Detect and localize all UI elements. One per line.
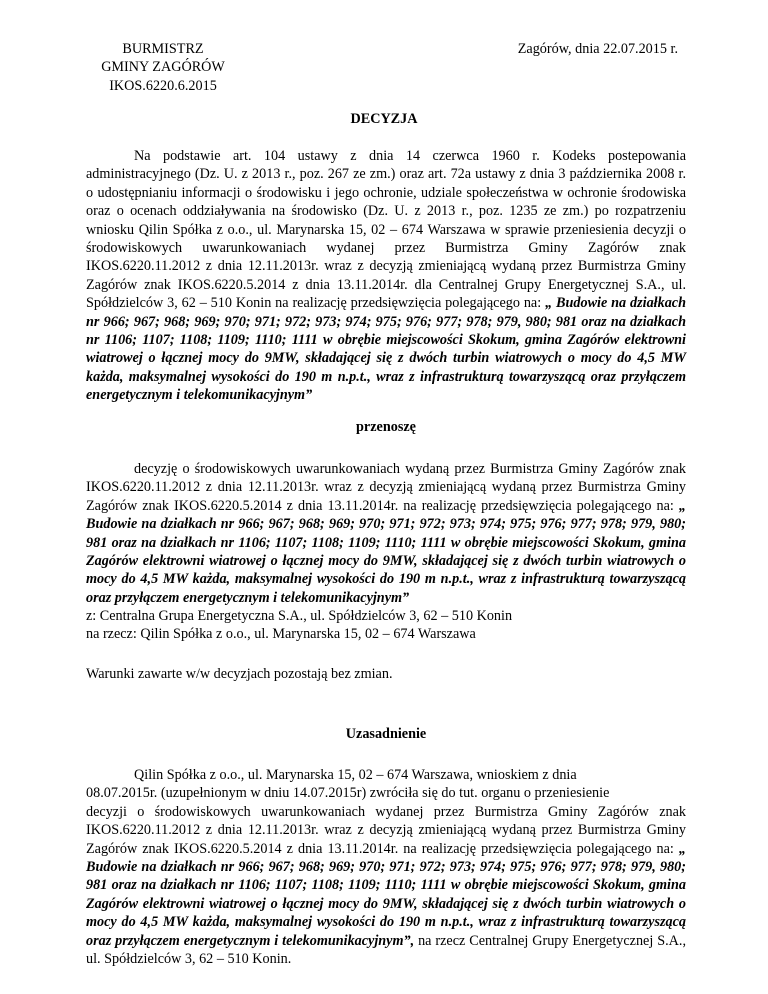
justification-text: decyzji o środowiskowych uwarunkowaniach wydanej przez Burmistrza Gminy Zagórów znak IKOS.6220.11.2012 z dnia 12.11.2013r. wraz z decyzją zmieniającą wydaną przez Burmistrza Gminy Zagórów znak IKOS.6220.5.2014 z dnia 13.11.2014r. na realizację przedsięwzięcia polegającego na: (86, 803, 686, 857)
project-description: „ Budowie na działkach nr 966; 967; 968; 969; 970; 971; 972; 973; 974; 975; 976; 977; 978; 979, 980; 981 oraz na działkach nr 1106; 1107; 1108; 1109; 1110; 1111 w obrębie miejscowości Skokum, gmina Zagórów elektrowni wiatrowej o łącznej mocy do 9MW, składającej się z dwóch turbin wiatrowych o mocy do 4,5 MW każda, maksymalnej wysokości do 190 m n.p.t., wraz z infrastrukturą towarzyszącą oraz przyłączem energetycznym i telekomunikacyjnym” (86, 295, 686, 404)
issuer-block (78, 40, 248, 95)
section-heading-przenosze: przenoszę (356, 419, 416, 435)
from-party: z: Centralna Grupa Energetyczna S.A., ul. Spółdzielców 3, 62 – 510 Konin (86, 608, 513, 624)
justification-tail: na rzecz Centralnej Grupy Energetycznej S.A., ul. Spółdzielców 3, 62 – 510 Konin. (86, 932, 686, 968)
justification-line-1: Qilin Spółka z o.o., ul. Marynarska 15, 02 – 674 Warszawa, wnioskiem z dnia (134, 767, 577, 783)
justification-line-2: 08.07.2015r. (uzupełnionym w dniu 14.07.2015r) zwróciła się do tut. organu o przeniesienie (86, 785, 610, 802)
justification-paragraph (86, 766, 686, 968)
transfer-paragraph (86, 460, 686, 607)
section-heading-uzasadnienie: Uzasadnienie (345, 726, 427, 742)
case-number: IKOS.6220.6.2015 (109, 77, 217, 94)
legal-basis-text: Na podstawie art. 104 ustawy z dnia 14 czerwca 1960 r. Kodeks postepowania administracyjnego (Dz. U. z 2013 r., poz. 267 ze zm.) oraz art. 72a ustawy z dnia 3 października 2008 r. o udostępnianiu informacji o środowisku i jego ochronie, udziale społeczeństwa w ochronie środowiska oraz o ocenach oddziaływania na środowisko (Dz. U. z 2013 r., poz. 1235 ze zm.) po rozpatrzeniu wniosku Qilin Spółka z o.o., ul. Marynarska 15, 02 – 674 Warszawa w sprawie przeniesienia decyzji o środowiskowych uwarunkowaniach wydanej przez Burmistrza Gminy Zagórów znak IKOS.6220.11.2012 z dnia 12.11.2013r. wraz z decyzją zmieniającą wydaną przez Burmistrza Gminy Zagórów znak IKOS.6220.5.2014 z dnia 13.11.2014r. dla Centralnej Grupy Energetycznej S.A., ul. Spółdzielców 3, 62 – 510 Konin na realizację przedsięwzięcia polegającego na: (86, 148, 686, 312)
conditions-statement: Warunki zawarte w/w decyzjach pozostają bez zmian. (86, 666, 393, 682)
issuer-line-2: GMINY ZAGÓRÓW (101, 59, 225, 76)
justification-project-description: „ Budowie na działkach nr 966; 967; 968; 969; 970; 971; 972; 973; 974; 975; 976; 977; 978; 979, 980; 981 oraz na działkach nr 1106; 1107; 1108; 1109; 1110; 1111 w obrębie miejscowości Skokum, gmina Zagórów elektrowni wiatrowej o łącznej mocy do 9MW, składającej się z dwóch turbin wiatrowych o mocy do 4,5 MW każda, maksymalnej wysokości do 190 m n.p.t., wraz z infrastrukturą towarzyszącą oraz przyłączem energetycznym i telekomunikacyjnym”, (86, 840, 686, 949)
transfer-text: decyzję o środowiskowych uwarunkowaniach wydaną przez Burmistrza Gminy Zagórów znak IKOS.6220.11.2012 z dnia 12.11.2013r. wraz z decyzją zmieniającą wydaną przez Burmistrza Gminy Zagórów znak IKOS.6220.5.2014 z dnia 13.11.2014r. na realizację przedsięwzięcia polegającego na: (86, 461, 686, 514)
place-date: Zagórów, dnia 22.07.2015 r. (517, 41, 678, 57)
document-title: DECYZJA (350, 111, 418, 127)
transfer-project-description: „ Budowie na działkach nr 966; 967; 968; 969; 970; 971; 972; 973; 974; 975; 976; 977; 978; 979, 980; 981 oraz na działkach nr 1106; 1107; 1108; 1109; 1110; 1111 w obrębie miejscowości Skokum, gmina Zagórów elektrowni wiatrowej o łącznej mocy do 9MW, składającej się z dwóch turbin wiatrowych o mocy do 4,5 MW każda, maksymalnej wysokości do 190 m n.p.t., wraz z infrastrukturą towarzyszącą oraz przyłączem energetycznym i telekomunikacyjnym” (86, 497, 686, 606)
to-party: na rzecz: Qilin Spółka z o.o., ul. Marynarska 15, 02 – 674 Warszawa (86, 626, 476, 642)
issuer-line-1: BURMISTRZ (122, 41, 204, 57)
legal-basis-paragraph (86, 147, 686, 405)
